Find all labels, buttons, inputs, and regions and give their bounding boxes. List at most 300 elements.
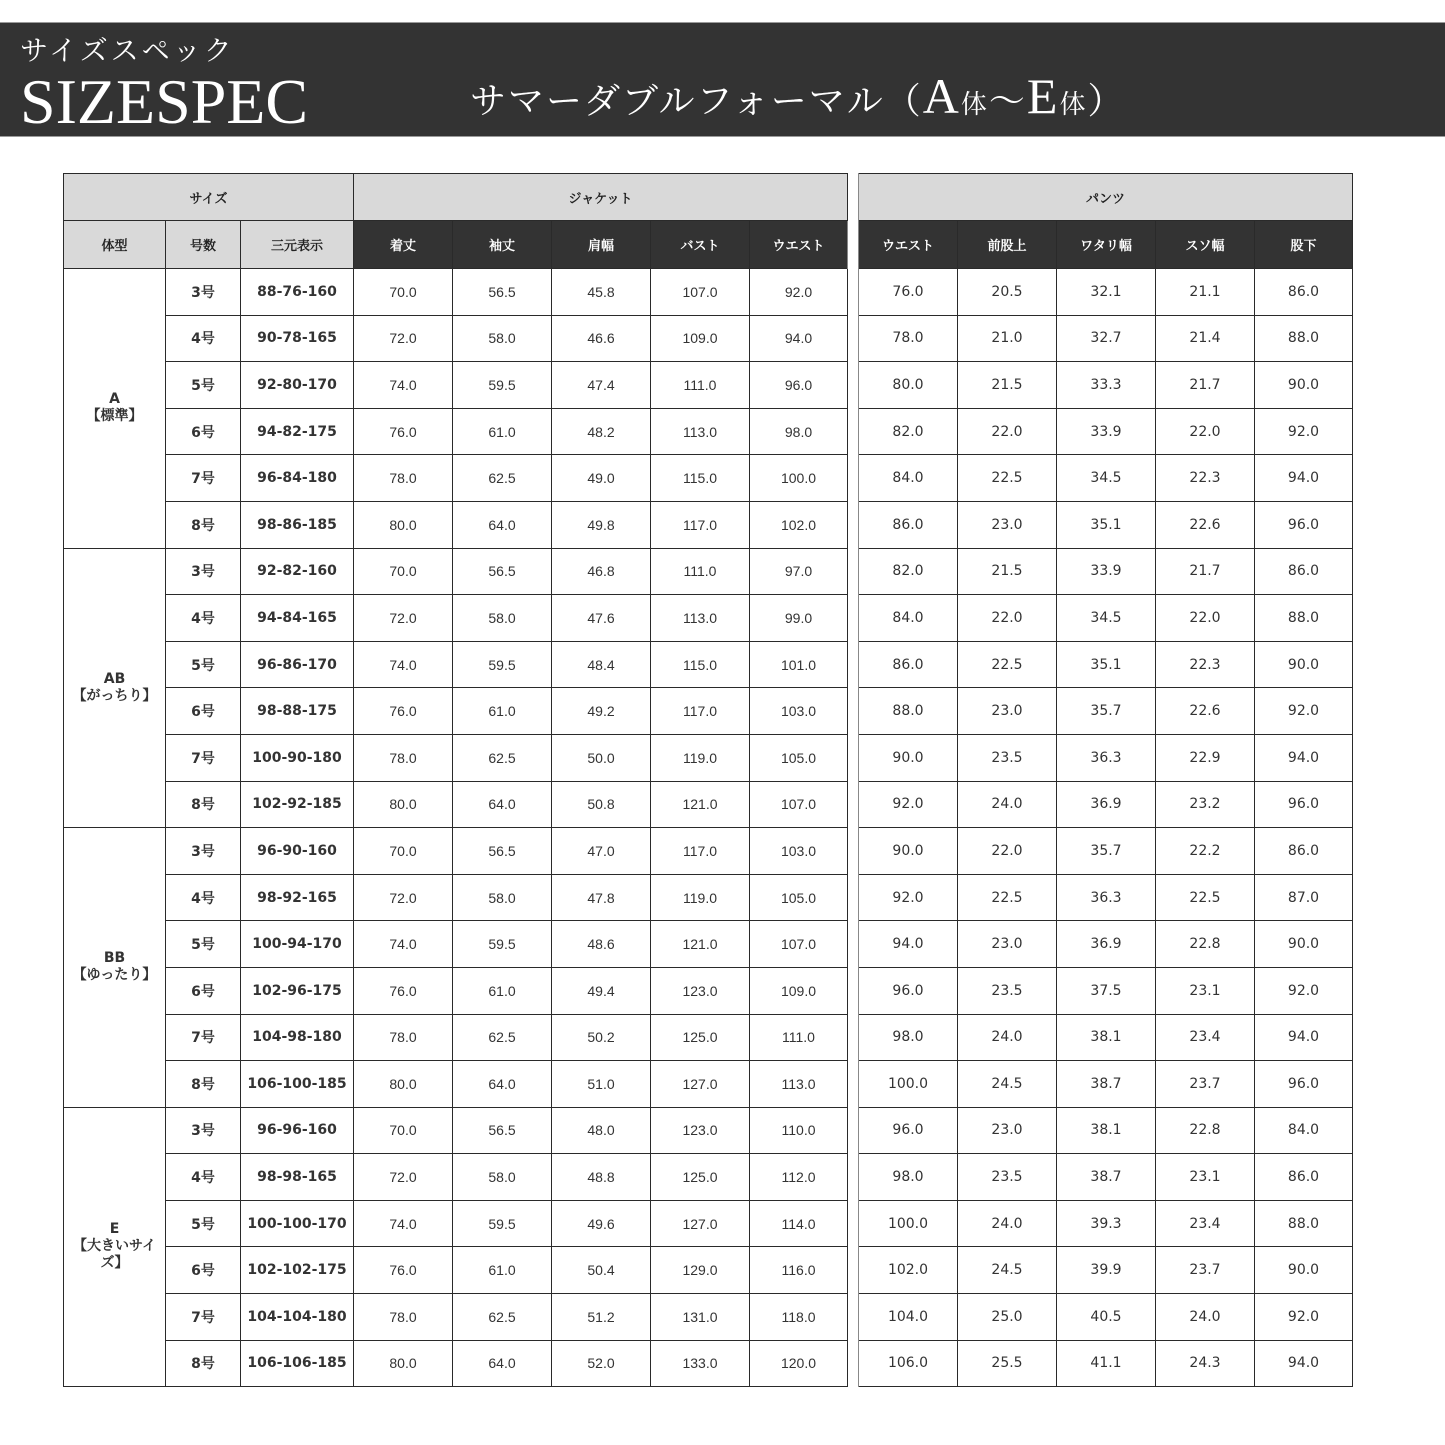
jacket-length-cell: 74.0	[354, 362, 453, 409]
table-row	[64, 1061, 1353, 1108]
pants-waist-cell: 90.0	[859, 828, 958, 875]
inseam-cell: 96.0	[1255, 781, 1353, 828]
size-number-cell: 6号	[166, 1247, 241, 1294]
column-header-sleeve-length: 袖丈	[453, 221, 552, 269]
column-header-thigh-width: ワタリ幅	[1057, 221, 1156, 269]
table-row	[64, 455, 1353, 502]
sleeve-length-cell: 64.0	[453, 1340, 552, 1387]
table-divider	[848, 1247, 859, 1294]
jacket-waist-cell: 120.0	[750, 1340, 848, 1387]
three-dimension-cell: 102-92-185	[241, 781, 354, 828]
front-rise-cell: 21.5	[958, 548, 1057, 595]
bust-cell: 117.0	[651, 828, 750, 875]
jacket-length-cell: 74.0	[354, 1200, 453, 1247]
size-number-cell: 8号	[166, 1061, 241, 1108]
front-rise-cell: 24.5	[958, 1061, 1057, 1108]
table-divider	[848, 174, 859, 269]
table-row	[64, 315, 1353, 362]
body-type-label: 【ゆったり】	[72, 967, 157, 984]
column-header-inseam: 股下	[1255, 221, 1353, 269]
shoulder-width-cell: 48.8	[552, 1154, 651, 1201]
table-row	[64, 1014, 1353, 1061]
shoulder-width-cell: 50.8	[552, 781, 651, 828]
column-header-three-dimension: 三元表示	[241, 221, 354, 269]
jacket-waist-cell: 118.0	[750, 1294, 848, 1341]
three-dimension-cell: 96-90-160	[241, 828, 354, 875]
shoulder-width-cell: 47.6	[552, 595, 651, 642]
column-header-jacket-waist: ウエスト	[750, 221, 848, 269]
thigh-width-cell: 41.1	[1057, 1340, 1156, 1387]
pants-waist-cell: 104.0	[859, 1294, 958, 1341]
table-divider	[848, 734, 859, 781]
pants-waist-cell: 96.0	[859, 1107, 958, 1154]
sleeve-length-cell: 61.0	[453, 408, 552, 455]
table-row	[64, 828, 1353, 875]
size-number-cell: 8号	[166, 781, 241, 828]
bust-cell: 131.0	[651, 1294, 750, 1341]
thigh-width-cell: 38.7	[1057, 1154, 1156, 1201]
jacket-length-cell: 76.0	[354, 688, 453, 735]
table-row	[64, 688, 1353, 735]
three-dimension-cell: 106-106-185	[241, 1340, 354, 1387]
front-rise-cell: 22.5	[958, 874, 1057, 921]
group-header-pants: パンツ	[859, 174, 1353, 221]
shoulder-width-cell: 49.6	[552, 1200, 651, 1247]
table-row	[64, 781, 1353, 828]
body-type-cell	[64, 828, 166, 1108]
bust-cell: 113.0	[651, 595, 750, 642]
sleeve-length-cell: 64.0	[453, 501, 552, 548]
shoulder-width-cell: 45.8	[552, 269, 651, 316]
bust-cell: 115.0	[651, 455, 750, 502]
jacket-waist-cell: 105.0	[750, 874, 848, 921]
table-divider	[848, 269, 859, 316]
hem-width-cell: 22.0	[1156, 408, 1255, 455]
bust-cell: 121.0	[651, 781, 750, 828]
column-header-bust: バスト	[651, 221, 750, 269]
thigh-width-cell: 39.9	[1057, 1247, 1156, 1294]
inseam-cell: 92.0	[1255, 688, 1353, 735]
inseam-cell: 87.0	[1255, 874, 1353, 921]
three-dimension-cell: 98-98-165	[241, 1154, 354, 1201]
inseam-cell: 94.0	[1255, 455, 1353, 502]
jacket-waist-cell: 113.0	[750, 1061, 848, 1108]
table-divider	[848, 781, 859, 828]
bust-cell: 119.0	[651, 874, 750, 921]
front-rise-cell: 20.5	[958, 269, 1057, 316]
inseam-cell: 94.0	[1255, 734, 1353, 781]
size-number-cell: 3号	[166, 269, 241, 316]
three-dimension-cell: 98-86-185	[241, 501, 354, 548]
body-type-label: 【大きいサイズ】	[72, 1238, 157, 1272]
body-type-code: AB	[103, 670, 126, 687]
inseam-cell: 92.0	[1255, 1294, 1353, 1341]
body-type-cell	[64, 1107, 166, 1387]
front-rise-cell: 22.5	[958, 455, 1057, 502]
three-dimension-cell: 96-86-170	[241, 641, 354, 688]
thigh-width-cell: 35.7	[1057, 688, 1156, 735]
table-divider	[848, 921, 859, 968]
table-row	[64, 1200, 1353, 1247]
table-divider	[848, 1200, 859, 1247]
front-rise-cell: 22.0	[958, 595, 1057, 642]
banner-subtitle: サイズスペック	[20, 34, 235, 67]
front-rise-cell: 22.5	[958, 641, 1057, 688]
hem-width-cell: 21.4	[1156, 315, 1255, 362]
table-divider	[848, 548, 859, 595]
size-number-cell: 3号	[166, 1107, 241, 1154]
shoulder-width-cell: 50.4	[552, 1247, 651, 1294]
sleeve-length-cell: 59.5	[453, 641, 552, 688]
thigh-width-cell: 36.9	[1057, 781, 1156, 828]
pants-waist-cell: 102.0	[859, 1247, 958, 1294]
table-row	[64, 501, 1353, 548]
three-dimension-cell: 92-82-160	[241, 548, 354, 595]
inseam-cell: 90.0	[1255, 641, 1353, 688]
table-row	[64, 921, 1353, 968]
hem-width-cell: 22.3	[1156, 455, 1255, 502]
inseam-cell: 88.0	[1255, 595, 1353, 642]
bust-cell: 129.0	[651, 1247, 750, 1294]
size-number-cell: 7号	[166, 1014, 241, 1061]
thigh-width-cell: 32.1	[1057, 269, 1156, 316]
thigh-width-cell: 35.7	[1057, 828, 1156, 875]
table-row	[64, 362, 1353, 409]
inseam-cell: 86.0	[1255, 828, 1353, 875]
three-dimension-cell: 98-88-175	[241, 688, 354, 735]
pants-waist-cell: 100.0	[859, 1061, 958, 1108]
pants-waist-cell: 82.0	[859, 408, 958, 455]
jacket-waist-cell: 102.0	[750, 501, 848, 548]
shoulder-width-cell: 46.8	[552, 548, 651, 595]
jacket-waist-cell: 109.0	[750, 967, 848, 1014]
front-rise-cell: 23.0	[958, 1107, 1057, 1154]
bust-cell: 125.0	[651, 1154, 750, 1201]
sleeve-length-cell: 61.0	[453, 1247, 552, 1294]
table-divider	[848, 595, 859, 642]
size-spec-table	[63, 173, 1353, 1387]
jacket-waist-cell: 103.0	[750, 688, 848, 735]
bust-cell: 117.0	[651, 688, 750, 735]
front-rise-cell: 23.5	[958, 1154, 1057, 1201]
table-divider	[848, 1294, 859, 1341]
thigh-width-cell: 37.5	[1057, 967, 1156, 1014]
jacket-waist-cell: 107.0	[750, 921, 848, 968]
inseam-cell: 96.0	[1255, 501, 1353, 548]
front-rise-cell: 23.0	[958, 688, 1057, 735]
shoulder-width-cell: 50.2	[552, 1014, 651, 1061]
range-start: A	[922, 68, 961, 124]
sleeve-length-cell: 61.0	[453, 688, 552, 735]
hem-width-cell: 21.7	[1156, 548, 1255, 595]
table-row	[64, 408, 1353, 455]
banner-title: SIZESPEC	[20, 66, 309, 137]
table-divider	[848, 828, 859, 875]
front-rise-cell: 25.0	[958, 1294, 1057, 1341]
column-header-pants-waist: ウエスト	[859, 221, 958, 269]
three-dimension-cell: 90-78-165	[241, 315, 354, 362]
column-header-size-number: 号数	[166, 221, 241, 269]
header-banner	[0, 22, 1445, 137]
front-rise-cell: 24.0	[958, 781, 1057, 828]
size-number-cell: 4号	[166, 874, 241, 921]
hem-width-cell: 21.7	[1156, 362, 1255, 409]
table-divider	[848, 874, 859, 921]
pants-waist-cell: 106.0	[859, 1340, 958, 1387]
body-type-cell	[64, 548, 166, 828]
jacket-length-cell: 78.0	[354, 1294, 453, 1341]
three-dimension-cell: 100-94-170	[241, 921, 354, 968]
shoulder-width-cell: 47.4	[552, 362, 651, 409]
jacket-length-cell: 70.0	[354, 548, 453, 595]
range-start-suffix: 体	[960, 90, 989, 120]
jacket-waist-cell: 100.0	[750, 455, 848, 502]
pants-waist-cell: 80.0	[859, 362, 958, 409]
sleeve-length-cell: 58.0	[453, 1154, 552, 1201]
inseam-cell: 94.0	[1255, 1014, 1353, 1061]
jacket-length-cell: 76.0	[354, 967, 453, 1014]
shoulder-width-cell: 48.6	[552, 921, 651, 968]
thigh-width-cell: 34.5	[1057, 455, 1156, 502]
size-number-cell: 4号	[166, 595, 241, 642]
table-body	[64, 269, 1353, 1387]
inseam-cell: 88.0	[1255, 1200, 1353, 1247]
shoulder-width-cell: 47.0	[552, 828, 651, 875]
body-type-code: BB	[103, 950, 126, 967]
table-divider	[848, 1340, 859, 1387]
size-number-cell: 7号	[166, 1294, 241, 1341]
range-separator: 〜	[988, 81, 1027, 122]
hem-width-cell: 22.8	[1156, 1107, 1255, 1154]
jacket-waist-cell: 112.0	[750, 1154, 848, 1201]
size-number-cell: 8号	[166, 1340, 241, 1387]
thigh-width-cell: 33.9	[1057, 408, 1156, 455]
body-type-label: 【がっちり】	[72, 687, 157, 704]
three-dimension-cell: 102-102-175	[241, 1247, 354, 1294]
front-rise-cell: 23.5	[958, 967, 1057, 1014]
column-header-body-type: 体型	[64, 221, 166, 269]
thigh-width-cell: 36.9	[1057, 921, 1156, 968]
bust-cell: 117.0	[651, 501, 750, 548]
shoulder-width-cell: 52.0	[552, 1340, 651, 1387]
jacket-length-cell: 78.0	[354, 1014, 453, 1061]
bust-cell: 127.0	[651, 1200, 750, 1247]
pants-waist-cell: 76.0	[859, 269, 958, 316]
thigh-width-cell: 38.7	[1057, 1061, 1156, 1108]
inseam-cell: 94.0	[1255, 1340, 1353, 1387]
inseam-cell: 90.0	[1255, 1247, 1353, 1294]
pants-waist-cell: 90.0	[859, 734, 958, 781]
shoulder-width-cell: 49.8	[552, 501, 651, 548]
table-row	[64, 967, 1353, 1014]
bust-cell: 125.0	[651, 1014, 750, 1061]
jacket-length-cell: 76.0	[354, 408, 453, 455]
hem-width-cell: 23.4	[1156, 1200, 1255, 1247]
front-rise-cell: 25.5	[958, 1340, 1057, 1387]
front-rise-cell: 22.0	[958, 408, 1057, 455]
front-rise-cell: 24.5	[958, 1247, 1057, 1294]
shoulder-width-cell: 48.0	[552, 1107, 651, 1154]
jacket-waist-cell: 96.0	[750, 362, 848, 409]
table-row	[64, 595, 1353, 642]
shoulder-width-cell: 49.4	[552, 967, 651, 1014]
shoulder-width-cell: 51.0	[552, 1061, 651, 1108]
hem-width-cell: 22.5	[1156, 874, 1255, 921]
shoulder-width-cell: 46.6	[552, 315, 651, 362]
table-row	[64, 734, 1353, 781]
jacket-length-cell: 76.0	[354, 1247, 453, 1294]
three-dimension-cell: 94-84-165	[241, 595, 354, 642]
jacket-waist-cell: 94.0	[750, 315, 848, 362]
thigh-width-cell: 35.1	[1057, 501, 1156, 548]
hem-width-cell: 22.3	[1156, 641, 1255, 688]
bust-cell: 133.0	[651, 1340, 750, 1387]
hem-width-cell: 22.0	[1156, 595, 1255, 642]
table-row	[64, 1247, 1353, 1294]
group-header-jacket: ジャケット	[354, 174, 848, 221]
thigh-width-cell: 33.9	[1057, 548, 1156, 595]
sleeve-length-cell: 61.0	[453, 967, 552, 1014]
range-end: E	[1026, 68, 1060, 124]
table-divider	[848, 1061, 859, 1108]
pants-waist-cell: 88.0	[859, 688, 958, 735]
jacket-waist-cell: 101.0	[750, 641, 848, 688]
pants-waist-cell: 96.0	[859, 967, 958, 1014]
three-dimension-cell: 92-80-170	[241, 362, 354, 409]
sleeve-length-cell: 58.0	[453, 315, 552, 362]
shoulder-width-cell: 47.8	[552, 874, 651, 921]
pants-waist-cell: 100.0	[859, 1200, 958, 1247]
table-divider	[848, 1107, 859, 1154]
sleeve-length-cell: 59.5	[453, 1200, 552, 1247]
bust-cell: 115.0	[651, 641, 750, 688]
table-divider	[848, 408, 859, 455]
hem-width-cell: 23.4	[1156, 1014, 1255, 1061]
three-dimension-cell: 100-90-180	[241, 734, 354, 781]
inseam-cell: 90.0	[1255, 362, 1353, 409]
pants-waist-cell: 86.0	[859, 641, 958, 688]
table-row	[64, 269, 1353, 316]
table-divider	[848, 688, 859, 735]
sleeve-length-cell: 62.5	[453, 734, 552, 781]
sleeve-length-cell: 58.0	[453, 595, 552, 642]
front-rise-cell: 23.5	[958, 734, 1057, 781]
bust-cell: 123.0	[651, 967, 750, 1014]
sleeve-length-cell: 56.5	[453, 548, 552, 595]
size-number-cell: 7号	[166, 734, 241, 781]
thigh-width-cell: 39.3	[1057, 1200, 1156, 1247]
table-row	[64, 1107, 1353, 1154]
front-rise-cell: 24.0	[958, 1200, 1057, 1247]
hem-width-cell: 21.1	[1156, 269, 1255, 316]
jacket-length-cell: 78.0	[354, 734, 453, 781]
bust-cell: 127.0	[651, 1061, 750, 1108]
table-row	[64, 1294, 1353, 1341]
table-divider	[848, 455, 859, 502]
bust-cell: 111.0	[651, 548, 750, 595]
sleeve-length-cell: 62.5	[453, 1014, 552, 1061]
jacket-waist-cell: 99.0	[750, 595, 848, 642]
table-row	[64, 548, 1353, 595]
shoulder-width-cell: 51.2	[552, 1294, 651, 1341]
size-number-cell: 5号	[166, 362, 241, 409]
pants-waist-cell: 98.0	[859, 1014, 958, 1061]
sleeve-length-cell: 64.0	[453, 1061, 552, 1108]
shoulder-width-cell: 48.4	[552, 641, 651, 688]
three-dimension-cell: 88-76-160	[241, 269, 354, 316]
thigh-width-cell: 38.1	[1057, 1107, 1156, 1154]
jacket-waist-cell: 103.0	[750, 828, 848, 875]
product-prefix: サマーダブルフォーマル（	[470, 81, 923, 122]
jacket-length-cell: 78.0	[354, 455, 453, 502]
jacket-length-cell: 80.0	[354, 1340, 453, 1387]
column-header-front-rise: 前股上	[958, 221, 1057, 269]
inseam-cell: 86.0	[1255, 1154, 1353, 1201]
jacket-waist-cell: 111.0	[750, 1014, 848, 1061]
pants-waist-cell: 98.0	[859, 1154, 958, 1201]
product-suffix: ）	[1087, 81, 1126, 122]
bust-cell: 119.0	[651, 734, 750, 781]
pants-waist-cell: 78.0	[859, 315, 958, 362]
jacket-waist-cell: 105.0	[750, 734, 848, 781]
column-header-shoulder-width: 肩幅	[552, 221, 651, 269]
size-number-cell: 4号	[166, 315, 241, 362]
sleeve-length-cell: 59.5	[453, 362, 552, 409]
size-number-cell: 5号	[166, 1200, 241, 1247]
bust-cell: 113.0	[651, 408, 750, 455]
body-type-label: 【標準】	[86, 408, 143, 425]
jacket-waist-cell: 116.0	[750, 1247, 848, 1294]
thigh-width-cell: 33.3	[1057, 362, 1156, 409]
three-dimension-cell: 102-96-175	[241, 967, 354, 1014]
table-row	[64, 641, 1353, 688]
bust-cell: 111.0	[651, 362, 750, 409]
sleeve-length-cell: 56.5	[453, 269, 552, 316]
table-divider	[848, 362, 859, 409]
thigh-width-cell: 32.7	[1057, 315, 1156, 362]
table-divider	[848, 315, 859, 362]
shoulder-width-cell: 49.2	[552, 688, 651, 735]
table-divider	[848, 501, 859, 548]
jacket-waist-cell: 107.0	[750, 781, 848, 828]
thigh-width-cell: 38.1	[1057, 1014, 1156, 1061]
size-number-cell: 5号	[166, 921, 241, 968]
front-rise-cell: 23.0	[958, 501, 1057, 548]
hem-width-cell: 22.9	[1156, 734, 1255, 781]
pants-waist-cell: 84.0	[859, 455, 958, 502]
sleeve-length-cell: 64.0	[453, 781, 552, 828]
body-type-cell	[64, 269, 166, 549]
table-row	[64, 1154, 1353, 1201]
jacket-length-cell: 70.0	[354, 269, 453, 316]
column-header-jacket-length: 着丈	[354, 221, 453, 269]
three-dimension-cell: 104-98-180	[241, 1014, 354, 1061]
shoulder-width-cell: 49.0	[552, 455, 651, 502]
jacket-waist-cell: 98.0	[750, 408, 848, 455]
size-number-cell: 4号	[166, 1154, 241, 1201]
inseam-cell: 86.0	[1255, 548, 1353, 595]
size-number-cell: 3号	[166, 548, 241, 595]
thigh-width-cell: 34.5	[1057, 595, 1156, 642]
sleeve-length-cell: 59.5	[453, 921, 552, 968]
jacket-length-cell: 70.0	[354, 1107, 453, 1154]
hem-width-cell: 22.6	[1156, 501, 1255, 548]
jacket-waist-cell: 97.0	[750, 548, 848, 595]
hem-width-cell: 22.8	[1156, 921, 1255, 968]
size-number-cell: 8号	[166, 501, 241, 548]
sleeve-length-cell: 62.5	[453, 1294, 552, 1341]
inseam-cell: 84.0	[1255, 1107, 1353, 1154]
